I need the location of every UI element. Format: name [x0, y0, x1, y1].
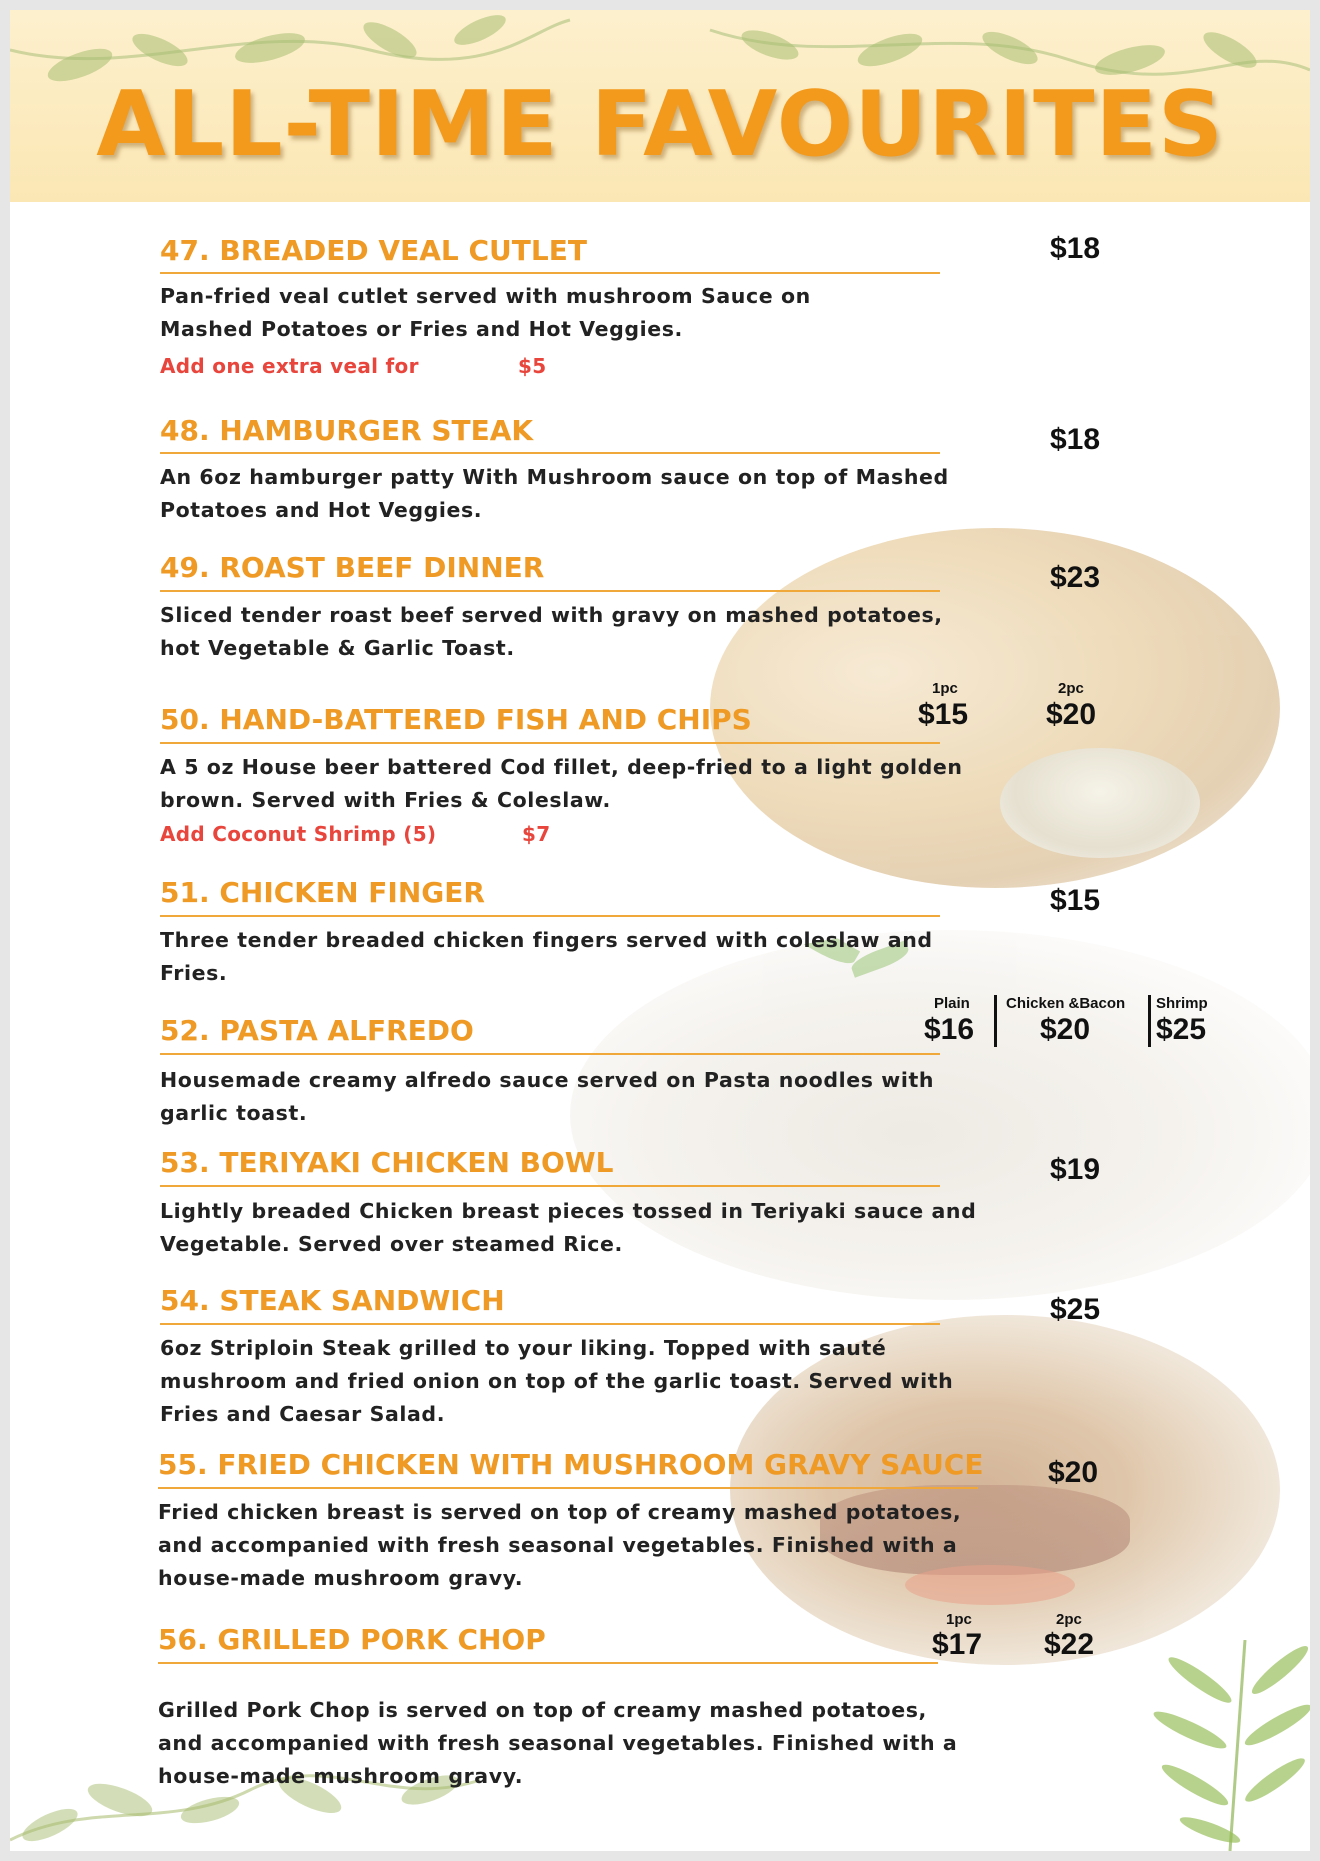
item-description: Grilled Pork Chop is served on top of creamy mashed potatoes, and accompanied with fresh seasonal vegetables. Finished with a house-made mushroom gravy.: [158, 1698, 958, 1788]
option-label: 2pc: [1058, 680, 1084, 697]
option-label: Shrimp: [1156, 995, 1208, 1012]
title-underline: [160, 452, 940, 454]
option-price: $15: [918, 698, 969, 731]
item-price: $25: [1050, 1293, 1101, 1326]
addon-label: Add Coconut Shrimp (5): [160, 822, 437, 846]
item-description: Three tender breaded chicken fingers served with coleslaw and Fries.: [160, 928, 933, 985]
title-underline: [158, 1662, 938, 1664]
option-price: $17: [932, 1628, 983, 1661]
item-description: 6oz Striploin Steak grilled to your liking. Topped with sauté mushroom and fried onion on top of the garlic toast. Served with Fries and Caesar Salad.: [160, 1336, 954, 1426]
item-description: Lightly breaded Chicken breast pieces tossed in Teriyaki sauce and Vegetable. Served over steamed Rice.: [160, 1199, 977, 1256]
item-description: Pan-fried veal cutlet served with mushroom Sauce on Mashed Potatoes or Fries and Hot Veggies.: [160, 284, 811, 341]
item-title: 54. STEAK SANDWICH: [160, 1284, 505, 1317]
item-title: 50. HAND-BATTERED FISH AND CHIPS: [160, 703, 752, 736]
title-underline: [160, 1323, 940, 1325]
title-underline: [160, 590, 940, 592]
item-description: A 5 oz House beer battered Cod fillet, deep-fried to a light golden brown. Served with Fries & Coleslaw.: [160, 755, 963, 812]
option-price: $16: [924, 1013, 975, 1046]
item-price: $23: [1050, 561, 1101, 594]
item-title: 55. FRIED CHICKEN WITH MUSHROOM GRAVY SAUCE: [158, 1448, 984, 1481]
option-price: $25: [1156, 1013, 1207, 1046]
addon-price: $7: [522, 822, 551, 846]
title-underline: [158, 1487, 978, 1489]
item-price: $18: [1050, 423, 1101, 456]
item-title: 51. CHICKEN FINGER: [160, 876, 485, 909]
page-title: ALL-TIME FAVOURITES: [96, 72, 1224, 177]
option-label: 1pc: [946, 1611, 972, 1628]
option-price: $22: [1044, 1628, 1095, 1661]
menu-header: [10, 10, 1310, 202]
addon-label: Add one extra veal for: [160, 354, 419, 378]
option-label: 2pc: [1056, 1611, 1082, 1628]
item-title: 56. GRILLED PORK CHOP: [158, 1623, 546, 1656]
bamboo-leaves-decoration: [1150, 1640, 1310, 1851]
menu-page: [10, 10, 1310, 1851]
title-underline: [160, 272, 940, 274]
option-price: $20: [1046, 698, 1097, 731]
item-price: $19: [1050, 1153, 1101, 1186]
option-divider: [994, 995, 997, 1047]
item-title: 47. BREADED VEAL CUTLET: [160, 234, 587, 267]
item-description: An 6oz hamburger patty With Mushroom sauce on top of Mashed Potatoes and Hot Veggies.: [160, 465, 949, 522]
title-underline: [160, 1053, 940, 1055]
fish-and-chips-photo: [710, 528, 1280, 888]
item-title: 53. TERIYAKI CHICKEN BOWL: [160, 1146, 614, 1179]
item-description: Fried chicken breast is served on top of creamy mashed potatoes, and accompanied with fresh seasonal vegetables. Finished with a house-made mushroom gravy.: [158, 1500, 962, 1590]
item-title: 49. ROAST BEEF DINNER: [160, 551, 545, 584]
item-title: 48. HAMBURGER STEAK: [160, 414, 534, 447]
title-underline: [160, 742, 940, 744]
option-label: 1pc: [932, 680, 958, 697]
option-label: Plain: [934, 995, 970, 1012]
item-title: 52. PASTA ALFREDO: [160, 1014, 474, 1047]
option-label: Chicken &Bacon: [1006, 995, 1126, 1012]
title-underline: [160, 915, 940, 917]
option-price: $20: [1040, 1013, 1091, 1046]
item-price: $18: [1050, 232, 1101, 265]
item-price: $20: [1048, 1456, 1099, 1489]
option-divider: [1148, 995, 1151, 1047]
addon-price: $5: [518, 354, 547, 378]
item-description: Sliced tender roast beef served with gravy on mashed potatoes, hot Vegetable & Garlic Toast.: [160, 603, 943, 660]
item-price: $15: [1050, 884, 1101, 917]
title-underline: [160, 1185, 940, 1187]
item-description: Housemade creamy alfredo sauce served on Pasta noodles with garlic toast.: [160, 1068, 935, 1125]
